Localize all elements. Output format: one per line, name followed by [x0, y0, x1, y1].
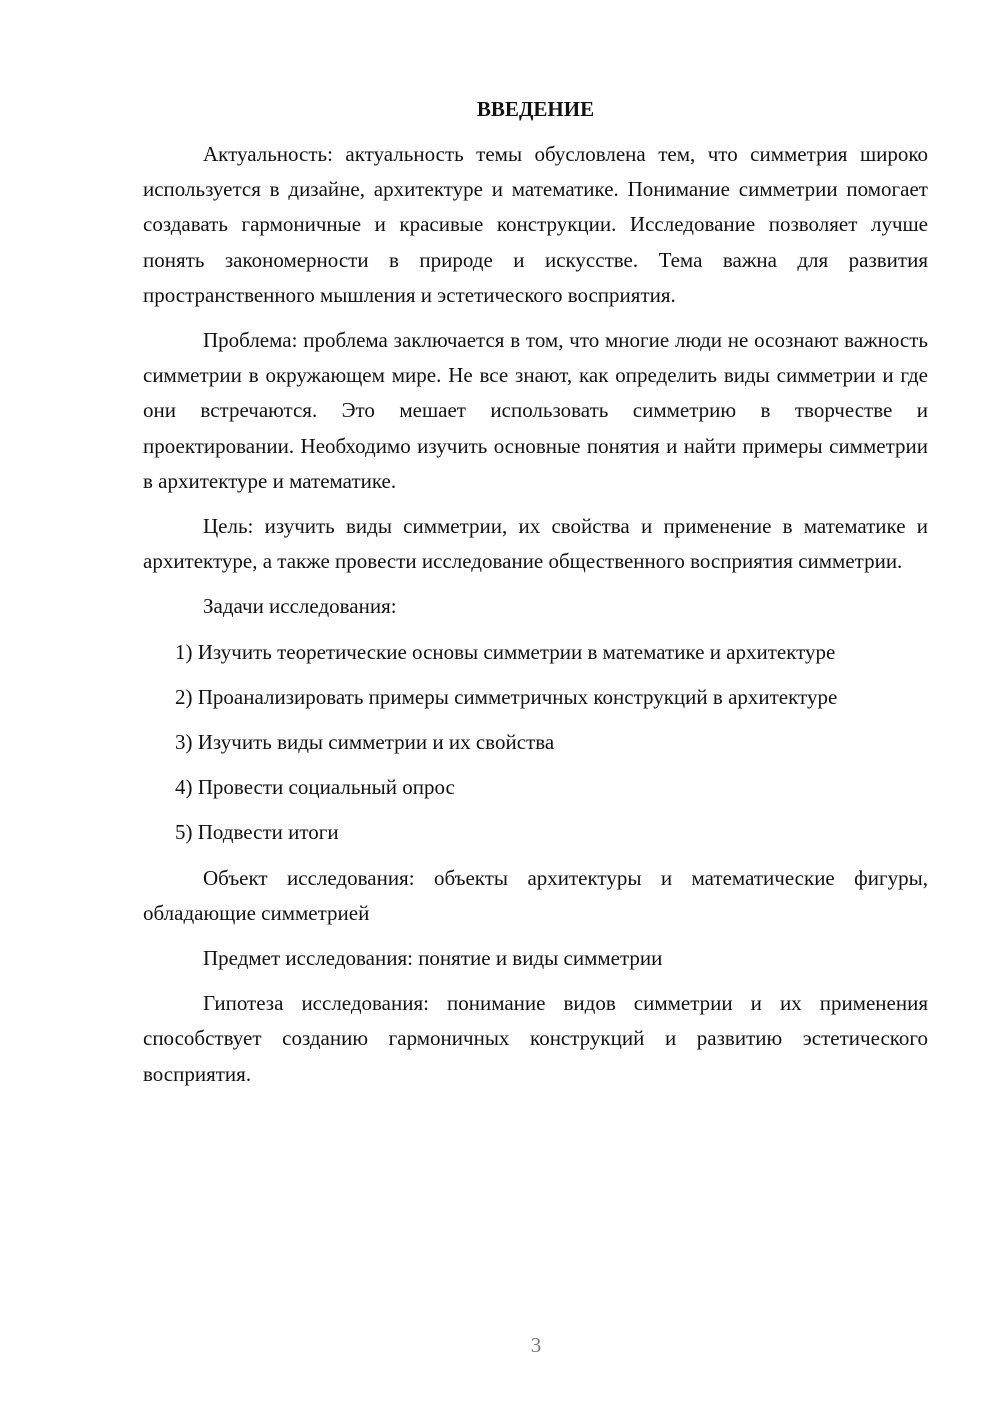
- hypothesis-paragraph: Гипотеза исследования: понимание видов симметрии и их применения способствует созданию гармоничных конструкций и развитию эстетического восприятия.: [143, 991, 928, 1086]
- problem-paragraph: Проблема: проблема заключается в том, что многие люди не осознают важность симметрии в окружающем мире. Не все знают, как определить виды симметрии и где они встречаются. Это мешает использовать симметрию в творчестве и проектировании. Необходимо изучить основные понятия и найти примеры симметрии в архитектуре и математике.: [143, 328, 928, 493]
- relevance-paragraph: Актуальность: актуальность темы обусловлена тем, что симметрия широко используется в дизайне, архитектуре и математике. Понимание симметрии помогает создавать гармоничные и красивые конструкции. Исследование позволяет лучше понять закономерности в природе и искусстве. Тема важна для развития пространственного мышления и эстетического восприятия.: [143, 142, 928, 307]
- tasks-heading: Задачи исследования:: [203, 594, 397, 619]
- task-item-5: 5) Подвести итоги: [175, 820, 339, 845]
- object-paragraph: Объект исследования: объекты архитектуры и математические фигуры, обладающие симметрией: [143, 865, 928, 925]
- task-item-1: 1) Изучить теоретические основы симметрии в математике и архитектуре: [175, 639, 836, 664]
- task-item-4: 4) Провести социальный опрос: [175, 775, 455, 800]
- subject-paragraph: Предмет исследования: понятие и виды симметрии: [203, 946, 663, 971]
- document-page: [143, 92, 928, 1102]
- goal-paragraph: Цель: изучить виды симметрии, их свойства и применение в математике и архитектуре, а также провести исследование общественного восприятия симметрии.: [143, 514, 928, 574]
- page-number: 3: [530, 1333, 542, 1357]
- task-item-3: 3) Изучить виды симметрии и их свойства: [175, 730, 555, 755]
- section-title: ВВЕДЕНИЕ: [476, 97, 595, 121]
- task-item-2: 2) Проанализировать примеры симметричных конструкций в архитектуре: [175, 684, 838, 709]
